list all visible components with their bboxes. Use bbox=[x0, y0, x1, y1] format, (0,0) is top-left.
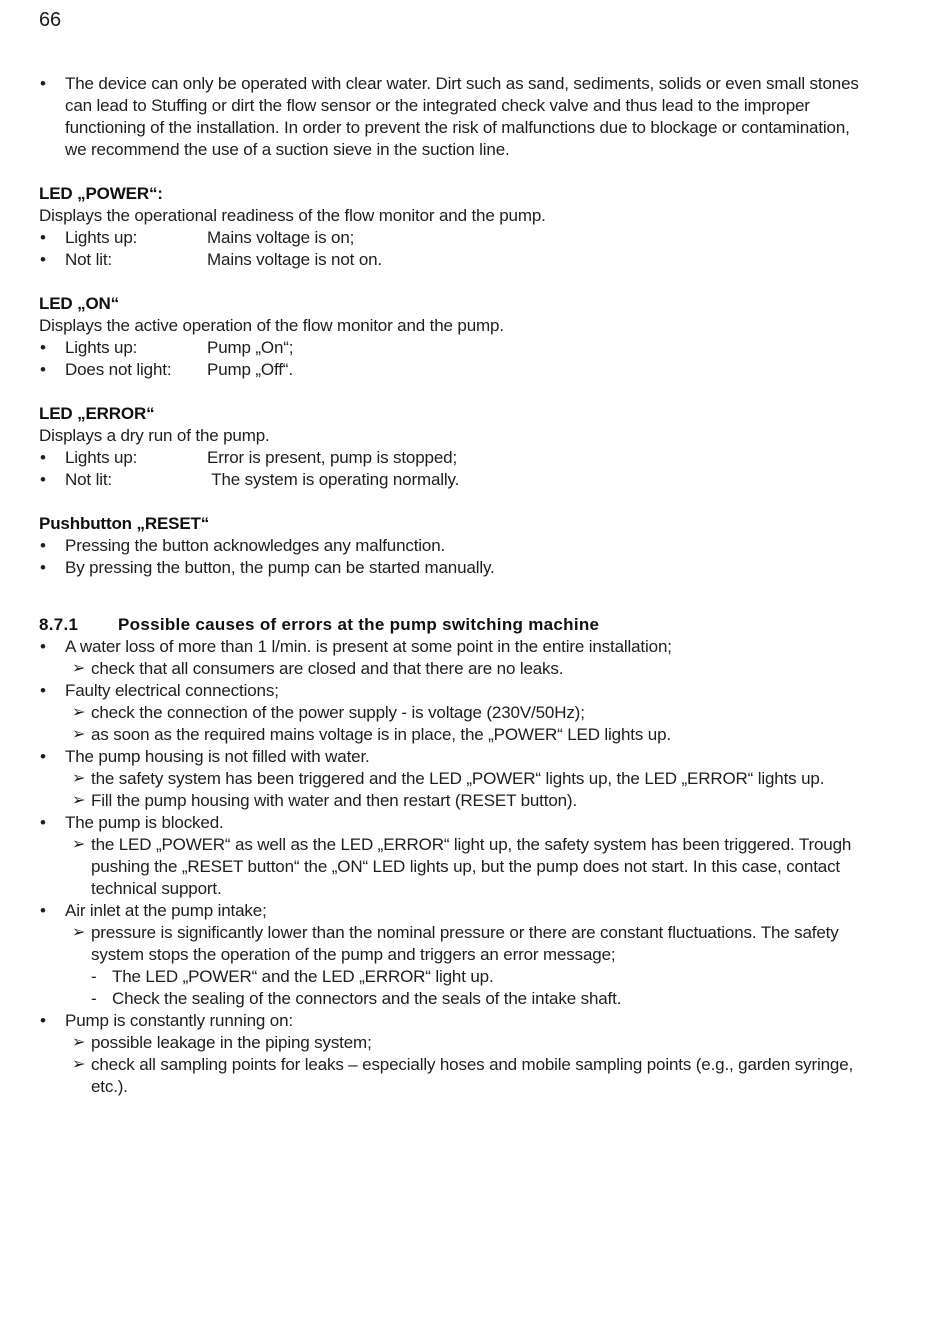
reset-item: • By pressing the button, the pump can be started manually. bbox=[39, 557, 859, 579]
reset-heading: Pushbutton „RESET“ bbox=[39, 514, 210, 533]
sub-item: - The LED „POWER“ and the LED „ERROR“ light up. bbox=[39, 966, 859, 988]
led-error-heading: LED „ERROR“ bbox=[39, 404, 155, 423]
item-value: Mains voltage is not on. bbox=[207, 250, 382, 269]
item-value: The system is operating normally. bbox=[207, 470, 460, 489]
led-power-item bbox=[39, 249, 859, 271]
led-error-description: Displays a dry run of the pump. bbox=[39, 426, 270, 445]
led-error-item bbox=[39, 447, 859, 469]
cause-item: • Air inlet at the pump intake; bbox=[39, 900, 859, 922]
item-label: Not lit: bbox=[65, 470, 112, 489]
action-item: ➢ the safety system has been triggered and the LED „POWER“ lights up, the LED „ERROR“ lights up. bbox=[39, 768, 859, 790]
led-on-description: Displays the active operation of the flow monitor and the pump. bbox=[39, 316, 504, 335]
item-label: Does not light: bbox=[65, 360, 172, 379]
item-value: Error is present, pump is stopped; bbox=[207, 448, 458, 467]
action-item: ➢ check that all consumers are closed and that there are no leaks. bbox=[39, 658, 859, 680]
action-item: ➢ Fill the pump housing with water and then restart (RESET button). bbox=[39, 790, 859, 812]
section-title: Possible causes of errors at the pump switching machine bbox=[118, 615, 600, 634]
cause-item: • A water loss of more than 1 l/min. is present at some point in the entire installation; bbox=[39, 636, 859, 658]
intro-bullet: • The device can only be operated with clear water. Dirt such as sand, sediments, solids or even small stones can lead to Stuffing or dirt the flow sensor or the integrated check valve and thus lead to the improper functioning of the installation. In order to prevent the risk of malfunctions due to blockage or contamination, we recommend the use of a suction sieve in the suction line. bbox=[39, 73, 859, 161]
page-content bbox=[39, 73, 859, 1098]
action-item: ➢ check all sampling points for leaks – especially hoses and mobile sampling points (e.g., garden syringe, etc.). bbox=[39, 1054, 859, 1098]
cause-item: • The pump is blocked. bbox=[39, 812, 859, 834]
action-item: ➢ the LED „POWER“ as well as the LED „ERROR“ light up, the safety system has been triggered. Trough pushing the „RESET button“ the „ON“ LED lights up, but the pump does not start. In this case, contact technical support. bbox=[39, 834, 859, 900]
item-value: Pump „Off“. bbox=[207, 360, 293, 379]
item-label: Lights up: bbox=[65, 338, 138, 357]
cause-item: • The pump housing is not filled with water. bbox=[39, 746, 859, 768]
item-label: Lights up: bbox=[65, 448, 138, 467]
item-label: Lights up: bbox=[65, 228, 138, 247]
item-value: Mains voltage is on; bbox=[207, 228, 355, 247]
section-number: 8.7.1 bbox=[39, 615, 79, 634]
action-item: ➢ possible leakage in the piping system; bbox=[39, 1032, 859, 1054]
led-on-item bbox=[39, 359, 859, 381]
led-power-heading: LED „POWER“: bbox=[39, 184, 163, 203]
page-number: 66 bbox=[39, 9, 61, 31]
item-label: Not lit: bbox=[65, 250, 112, 269]
led-power-item bbox=[39, 227, 859, 249]
item-value: Pump „On“; bbox=[207, 338, 294, 357]
led-error-item bbox=[39, 469, 859, 491]
reset-item: • Pressing the button acknowledges any malfunction. bbox=[39, 535, 859, 557]
action-item: ➢ as soon as the required mains voltage is in place, the „POWER“ LED lights up. bbox=[39, 724, 859, 746]
action-item: ➢ pressure is significantly lower than the nominal pressure or there are constant fluctuations. The safety system stops the operation of the pump and triggers an error message; bbox=[39, 922, 859, 966]
led-power-description: Displays the operational readiness of the flow monitor and the pump. bbox=[39, 206, 546, 225]
led-on-item bbox=[39, 337, 859, 359]
action-item: ➢ check the connection of the power supply - is voltage (230V/50Hz); bbox=[39, 702, 859, 724]
sub-item: - Check the sealing of the connectors and the seals of the intake shaft. bbox=[39, 988, 859, 1010]
led-on-heading: LED „ON“ bbox=[39, 294, 120, 313]
cause-item: • Faulty electrical connections; bbox=[39, 680, 859, 702]
section-heading bbox=[39, 614, 859, 636]
cause-item: • Pump is constantly running on: bbox=[39, 1010, 859, 1032]
